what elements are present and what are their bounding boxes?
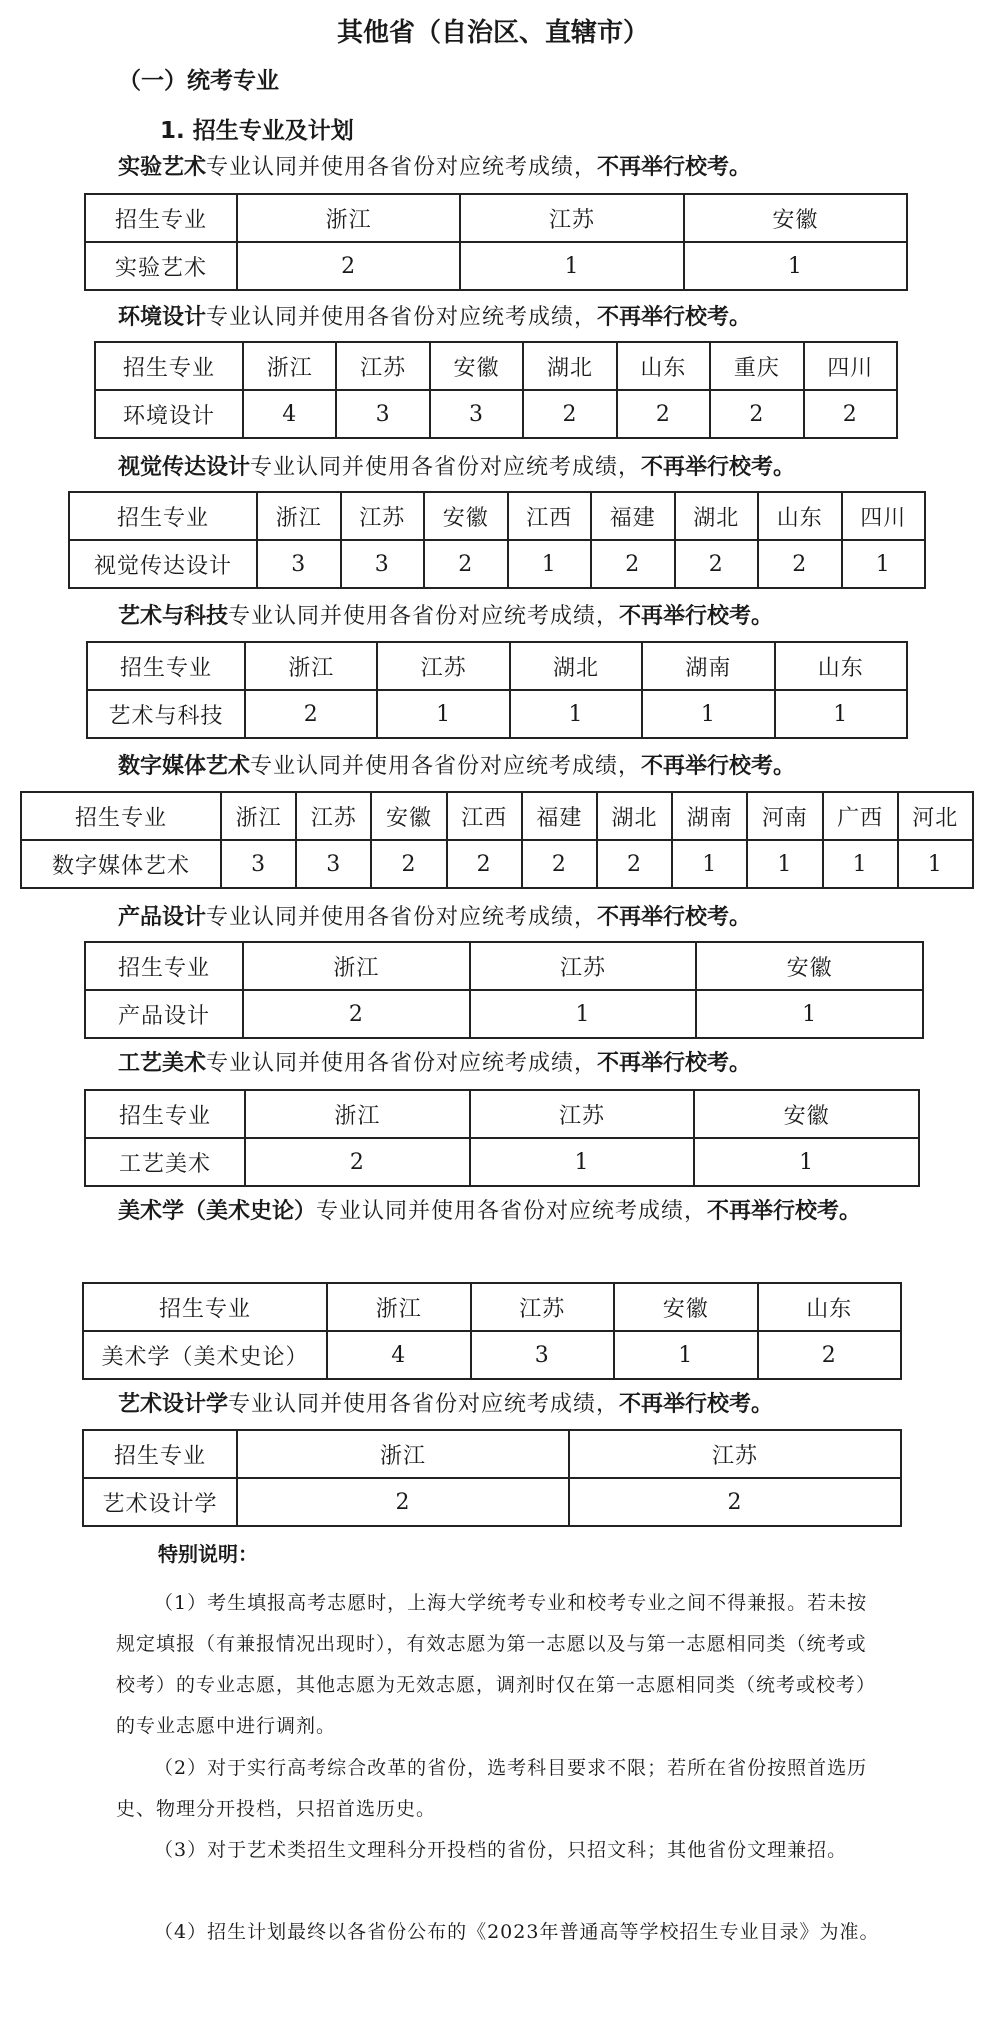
province-header-cell: 江苏 [460,194,683,242]
caption-major-name: 艺术与科技 [118,604,229,629]
quota-value-cell: 1 [510,690,642,738]
caption-no-exam-text: 不再举行校考。 [641,754,796,779]
major-name-cell: 实验艺术 [85,242,237,290]
header-label-cell: 招生专业 [85,194,237,242]
province-header-cell: 安徽 [694,1090,919,1138]
enrollment-table [68,491,926,589]
caption-major-name: 艺术设计学 [118,1392,229,1417]
quota-value-cell: 2 [371,840,446,888]
table-caption [118,1049,751,1079]
quota-value-cell: 3 [257,540,341,588]
quota-value-cell: 3 [221,840,296,888]
quota-value-cell: 1 [508,540,592,588]
province-header-cell: 安徽 [430,342,523,390]
section-heading: （一）统考专业 [118,68,279,94]
quota-value-cell: 2 [758,540,842,588]
table-caption [118,303,751,333]
table-row [21,840,973,888]
province-header-cell: 浙江 [245,1090,470,1138]
caption-no-exam-text: 不再举行校考。 [597,1051,752,1076]
table-row [69,540,925,588]
quota-value-cell: 1 [747,840,822,888]
table-header-row [83,1283,901,1331]
enrollment-table [82,1429,902,1527]
major-name-cell: 环境设计 [95,390,243,438]
province-header-cell: 江苏 [336,342,429,390]
province-header-cell: 山东 [617,342,710,390]
major-name-cell: 工艺美术 [85,1138,245,1186]
quota-value-cell: 3 [430,390,523,438]
quota-value-cell: 2 [569,1478,901,1526]
table-caption [118,1390,773,1420]
quota-value-cell: 1 [694,1138,919,1186]
quota-value-cell: 2 [597,840,672,888]
header-label-cell: 招生专业 [69,492,257,540]
province-header-cell: 湖北 [510,642,642,690]
header-label-cell: 招生专业 [87,642,245,690]
table-caption [118,752,795,782]
province-header-cell: 浙江 [237,194,460,242]
province-header-cell: 江苏 [569,1430,901,1478]
caption-major-name: 工艺美术 [118,1051,207,1076]
major-name-cell: 艺术设计学 [83,1478,237,1526]
quota-value-cell: 2 [591,540,675,588]
table-caption [118,903,751,933]
province-header-cell: 江苏 [296,792,371,840]
province-header-cell: 河南 [747,792,822,840]
caption-recognize-text: 专业认同并使用各省份对应统考成绩， [250,754,642,779]
quota-value-cell: 2 [424,540,508,588]
quota-value-cell: 2 [522,840,597,888]
caption-recognize-text: 专业认同并使用各省份对应统考成绩， [206,1051,598,1076]
province-header-cell: 安徽 [696,942,923,990]
quota-value-cell: 3 [341,540,425,588]
quota-value-cell: 3 [296,840,371,888]
caption-no-exam-text: 不再举行校考。 [619,1392,774,1417]
table-row [95,390,897,438]
quota-value-cell: 2 [243,990,470,1038]
quota-value-cell: 1 [470,1138,695,1186]
province-header-cell: 山东 [775,642,907,690]
header-label-cell: 招生专业 [83,1283,327,1331]
table-header-row [85,942,923,990]
major-name-cell: 美术学（美术史论） [83,1331,327,1379]
quota-value-cell: 1 [614,1331,758,1379]
quota-value-cell: 1 [642,690,774,738]
caption-recognize-text: 专业认同并使用各省份对应统考成绩， [228,1392,620,1417]
province-header-cell: 江西 [447,792,522,840]
province-header-cell: 江苏 [341,492,425,540]
province-header-cell: 山东 [758,1283,902,1331]
table-header-row [85,194,907,242]
quota-value-cell: 1 [696,990,923,1038]
quota-value-cell: 2 [245,1138,470,1186]
enrollment-table [94,341,898,439]
table-header-row [69,492,925,540]
province-header-cell: 江苏 [470,942,697,990]
caption-no-exam-text: 不再举行校考。 [707,1199,862,1224]
caption-no-exam-text: 不再举行校考。 [597,305,752,330]
province-header-cell: 江西 [508,492,592,540]
note-3: （3）对于艺术类招生文理科分开投档的省份，只招文科；其他省份文理兼招。 [154,1839,848,1861]
caption-recognize-text: 专业认同并使用各省份对应统考成绩， [228,604,620,629]
table-caption [118,453,795,483]
subsection-heading: 1. 招生专业及计划 [160,118,354,144]
caption-major-name: 美术学（美术史论） [118,1199,317,1224]
quota-value-cell: 1 [898,840,973,888]
province-header-cell: 浙江 [221,792,296,840]
quota-value-cell: 1 [377,690,509,738]
province-header-cell: 江苏 [377,642,509,690]
table-caption [118,1188,890,1236]
table-row [85,1138,919,1186]
table-header-row [83,1430,901,1478]
table-header-row [95,342,897,390]
province-header-cell: 四川 [804,342,897,390]
caption-major-name: 视觉传达设计 [118,455,251,480]
province-header-cell: 江苏 [470,1090,695,1138]
province-header-cell: 四川 [842,492,926,540]
major-name-cell: 数字媒体艺术 [21,840,221,888]
caption-recognize-text: 专业认同并使用各省份对应统考成绩， [250,455,642,480]
table-row [83,1331,901,1379]
table-caption [118,153,751,183]
enrollment-table [84,1089,920,1187]
major-name-cell: 产品设计 [85,990,243,1038]
table-row [85,242,907,290]
quota-value-cell: 2 [758,1331,902,1379]
table-caption [118,602,773,632]
quota-value-cell: 2 [523,390,616,438]
header-label-cell: 招生专业 [21,792,221,840]
enrollment-table [84,193,908,291]
province-header-cell: 山东 [758,492,842,540]
caption-recognize-text: 专业认同并使用各省份对应统考成绩， [206,305,598,330]
table-header-row [87,642,907,690]
province-header-cell: 浙江 [237,1430,569,1478]
province-header-cell: 福建 [522,792,597,840]
table-header-row [85,1090,919,1138]
province-header-cell: 浙江 [257,492,341,540]
caption-major-name: 产品设计 [118,905,207,930]
major-name-cell: 视觉传达设计 [69,540,257,588]
quota-value-cell: 2 [237,1478,569,1526]
quota-value-cell: 1 [470,990,697,1038]
quota-value-cell: 1 [672,840,747,888]
header-label-cell: 招生专业 [95,342,243,390]
quota-value-cell: 2 [617,390,710,438]
table-row [87,690,907,738]
quota-value-cell: 4 [243,390,336,438]
note-4: （4）招生计划最终以各省份公布的《2023年普通高等学校招生专业目录》为准。 [154,1921,880,1943]
caption-recognize-text: 专业认同并使用各省份对应统考成绩， [206,155,598,180]
province-header-cell: 福建 [591,492,675,540]
quota-value-cell: 2 [245,690,377,738]
caption-no-exam-text: 不再举行校考。 [641,455,796,480]
header-label-cell: 招生专业 [85,1090,245,1138]
quota-value-cell: 3 [471,1331,615,1379]
header-label-cell: 招生专业 [83,1430,237,1478]
note-1: （1）考生填报高考志愿时，上海大学统考专业和校考专业之间不得兼报。若未按规定填报（有兼报情况出现时），有效志愿为第一志愿以及与第一志愿相同类（统考或校考）的专业志愿，其他志愿为无效志愿，调剂时仅在第一志愿相同类（统考或校考）的专业志愿中进行调剂。 [116,1592,877,1737]
province-header-cell: 浙江 [327,1283,471,1331]
province-header-cell: 湖南 [672,792,747,840]
quota-value-cell: 2 [675,540,759,588]
quota-value-cell: 2 [447,840,522,888]
caption-no-exam-text: 不再举行校考。 [619,604,774,629]
province-header-cell: 湖南 [642,642,774,690]
quota-value-cell: 2 [710,390,803,438]
enrollment-table [86,641,908,739]
table-header-row [21,792,973,840]
quota-value-cell: 4 [327,1331,471,1379]
enrollment-table [20,791,974,889]
province-header-cell: 浙江 [243,342,336,390]
table-row [85,990,923,1038]
province-header-cell: 重庆 [710,342,803,390]
enrollment-table [82,1282,902,1380]
enrollment-table [84,941,924,1039]
quota-value-cell: 3 [336,390,429,438]
province-header-cell: 湖北 [523,342,616,390]
table-row [83,1478,901,1526]
quota-value-cell: 1 [823,840,898,888]
notes-title: 特别说明： [158,1542,258,1566]
caption-no-exam-text: 不再举行校考。 [597,155,752,180]
note-2: （2）对于实行高考综合改革的省份，选考科目要求不限；若所在省份按照首选历史、物理分开投档，只招首选历史。 [116,1757,868,1820]
quota-value-cell: 1 [842,540,926,588]
quota-value-cell: 1 [460,242,683,290]
province-header-cell: 安徽 [614,1283,758,1331]
header-label-cell: 招生专业 [85,942,243,990]
province-header-cell: 广西 [823,792,898,840]
province-header-cell: 安徽 [371,792,446,840]
province-header-cell: 湖北 [597,792,672,840]
province-header-cell: 湖北 [675,492,759,540]
page-title: 其他省（自治区、直辖市） [336,18,649,48]
caption-major-name: 数字媒体艺术 [118,754,251,779]
province-header-cell: 安徽 [424,492,508,540]
major-name-cell: 艺术与科技 [87,690,245,738]
province-header-cell: 河北 [898,792,973,840]
quota-value-cell: 2 [804,390,897,438]
caption-recognize-text: 专业认同并使用各省份对应统考成绩， [316,1199,708,1224]
caption-major-name: 环境设计 [118,305,207,330]
province-header-cell: 浙江 [245,642,377,690]
caption-recognize-text: 专业认同并使用各省份对应统考成绩， [206,905,598,930]
quota-value-cell: 2 [237,242,460,290]
caption-no-exam-text: 不再举行校考。 [597,905,752,930]
quota-value-cell: 1 [684,242,907,290]
caption-major-name: 实验艺术 [118,155,207,180]
province-header-cell: 江苏 [471,1283,615,1331]
province-header-cell: 安徽 [684,194,907,242]
province-header-cell: 浙江 [243,942,470,990]
quota-value-cell: 1 [775,690,907,738]
